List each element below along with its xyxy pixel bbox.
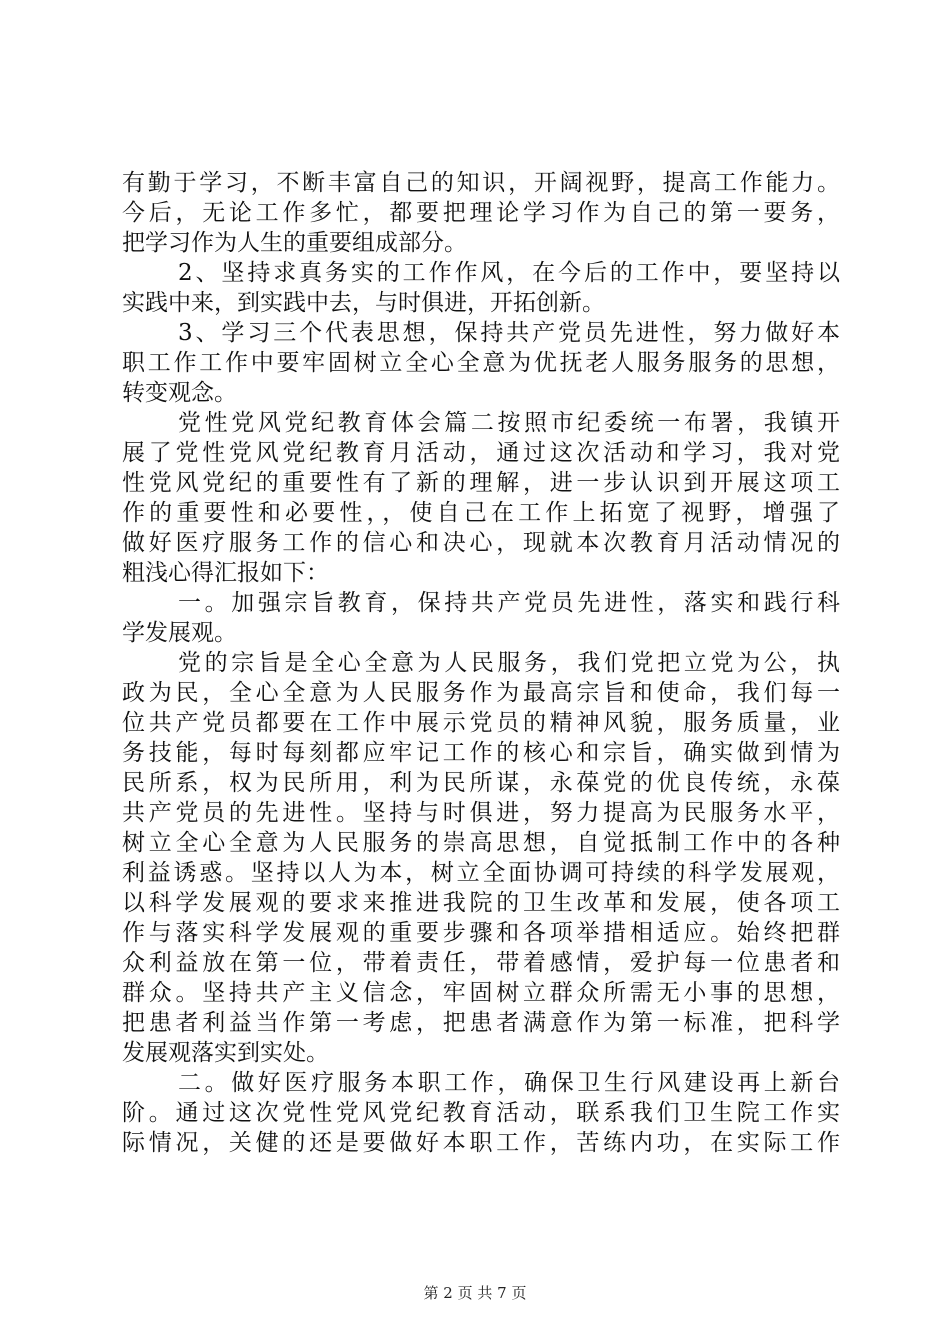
text-line: 以科学发展观的要求来推进我院的卫生改革和发展，使各项工 — [122, 890, 840, 916]
text-line: 利益诱惑。坚持以人为本，树立全面协调可持续的科学发展观， — [122, 860, 840, 886]
text-line: 党性党风党纪教育体会篇二按照市纪委统一布署，我镇开 — [178, 410, 840, 436]
text-line: 二。做好医疗服务本职工作，确保卫生行风建设再上新台 — [178, 1070, 840, 1096]
text-line: 做好医疗服务工作的信心和决心，现就本次教育月活动情况的 — [122, 530, 840, 556]
text-line: 民所系，权为民所用，利为民所谋，永葆党的优良传统，永葆 — [122, 770, 840, 796]
text-line: 作的重要性和必要性，，使自己在工作上拓宽了视野，增强了 — [122, 500, 840, 526]
text-line: 群众。坚持共产主义信念，牢固树立群众所需无小事的思想， — [122, 980, 840, 1006]
text-line: 转变观念。 — [122, 380, 237, 406]
text-line: 众利益放在第一位，带着责任，带着感情，爱护每一位患者和 — [122, 950, 840, 976]
text-line: 党的宗旨是全心全意为人民服务，我们党把立党为公，执 — [178, 650, 840, 676]
page-footer: 第 2 页 共 7 页 — [423, 1284, 527, 1302]
text-line: 2、坚持求真务实的工作作风，在今后的工作中，要坚持以 — [178, 260, 840, 286]
text-line: 位共产党员都要在工作中展示党员的精神风貌，服务质量，业 — [122, 710, 840, 736]
text-line: 作与落实科学发展观的重要步骤和各项举措相适应。始终把群 — [122, 920, 840, 946]
text-line: 一。加强宗旨教育，保持共产党员先进性，落实和践行科 — [178, 590, 840, 616]
text-line: 性党风党纪的重要性有了新的理解，进一步认识到开展这项工 — [122, 470, 840, 496]
text-line: 把患者利益当作第一考虑，把患者满意作为第一标准，把科学 — [122, 1010, 840, 1036]
text-line: 粗浅心得汇报如下： — [122, 560, 329, 586]
text-line: 发展观落实到实处。 — [122, 1040, 329, 1066]
text-line: 展了党性党风党纪教育月活动，通过这次活动和学习，我对党 — [122, 440, 840, 466]
text-line: 学发展观。 — [122, 620, 237, 646]
document-body — [122, 168, 840, 1158]
text-line: 务技能，每时每刻都应牢记工作的核心和宗旨，确实做到情为 — [122, 740, 840, 766]
text-line: 实践中来，到实践中去，与时俱进，开拓创新。 — [122, 290, 605, 316]
text-line: 今后，无论工作多忙，都要把理论学习作为自己的第一要务， — [122, 200, 840, 226]
text-line: 把学习作为人生的重要组成部分。 — [122, 230, 467, 256]
text-line: 职工作工作中要牢固树立全心全意为优抚老人服务服务的思想， — [122, 350, 840, 376]
text-line: 共产党员的先进性。坚持与时俱进，努力提高为民服务水平， — [122, 800, 840, 826]
text-line: 3、学习三个代表思想，保持共产党员先进性，努力做好本 — [178, 320, 840, 346]
text-line: 际情况，关健的还是要做好本职工作，苦练内功，在实际工作 — [122, 1130, 840, 1156]
text-line: 阶。通过这次党性党风党纪教育活动，联系我们卫生院工作实 — [122, 1100, 840, 1126]
text-line: 有勤于学习，不断丰富自己的知识，开阔视野，提高工作能力。 — [122, 170, 840, 196]
text-line: 树立全心全意为人民服务的崇高思想，自觉抵制工作中的各种 — [122, 830, 840, 856]
text-line: 政为民，全心全意为人民服务作为最高宗旨和使命，我们每一 — [122, 680, 840, 706]
